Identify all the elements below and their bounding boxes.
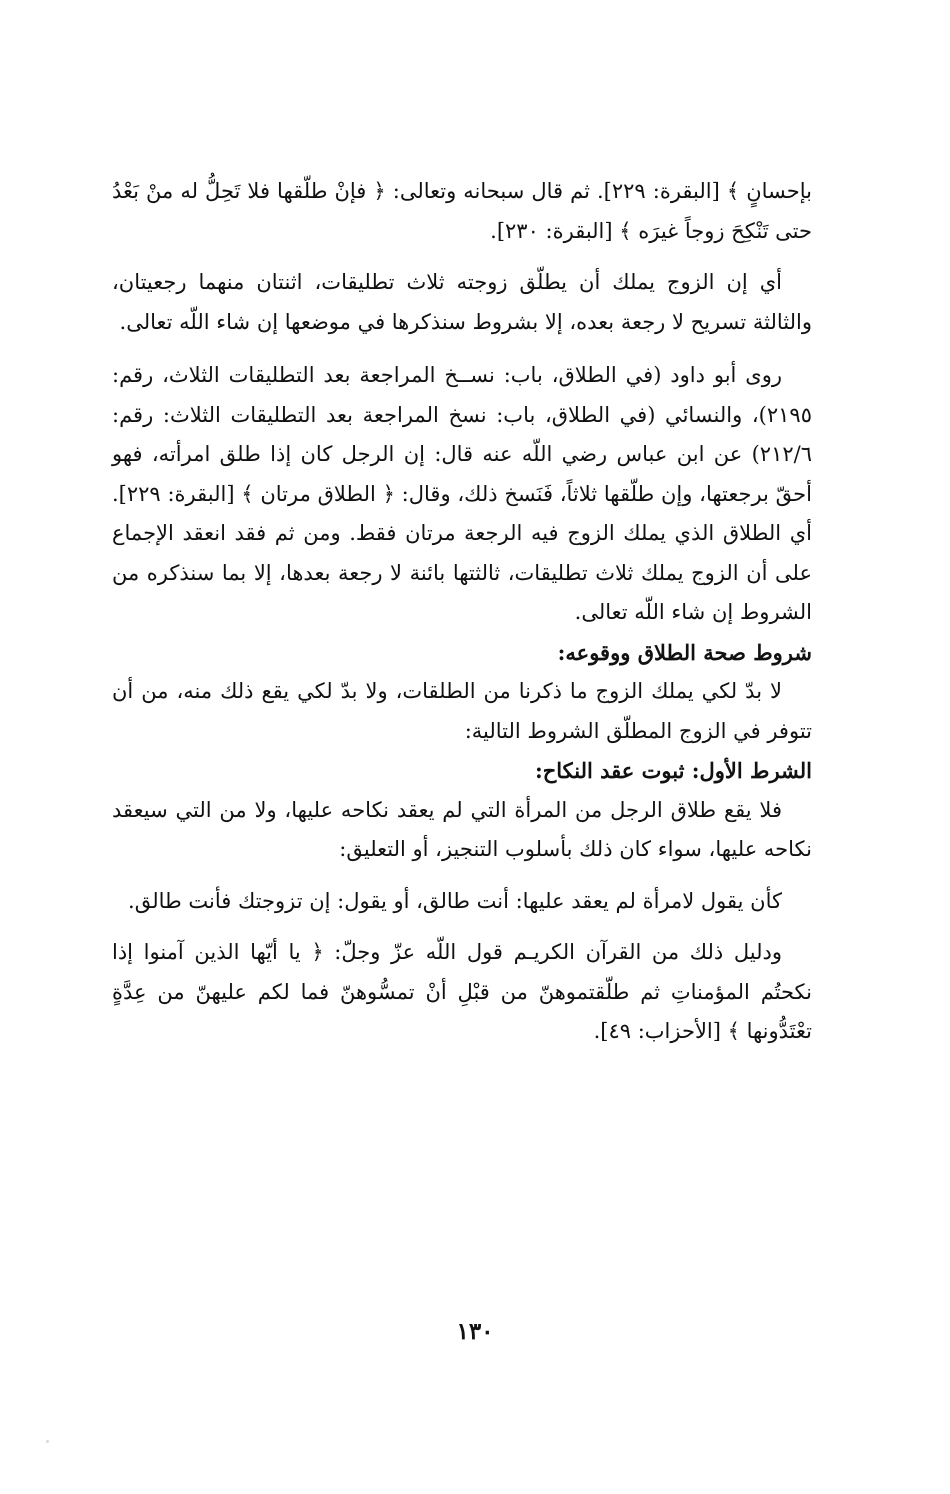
scan-speck (46, 1440, 49, 1443)
paragraph-example: كأن يقول لامرأة لم يعقد عليها: أنت طالق، أو يقول: إن تزوجتك فأنت طالق. (128, 888, 782, 913)
paragraph-conditions-intro: لا بدّ لكي يملك الزوج ما ذكرنا من الطلقات، ولا بدّ لكي يقع ذلك منه، من أن تتوفر في الزوج المطلّق الشروط التالية: (112, 679, 812, 743)
paragraph-evidence: ودليل ذلك من القرآن الكريـم قول اللّه عزّ وجلّ: ﴿ يا أيّها الذين آمنوا إذا نكحتُم المؤمناتِ ثم طلّقتموهنّ من قبْلِ أنْ تمسُّوهنّ فما لكم عليهنّ من عِدَّةٍ تعْتَدُّونها ﴾ [الأحزاب: ٤٩]. (112, 940, 812, 1043)
paragraph-quran-quote: بإحسانٍ ﴾ [البقرة: ٢٢٩]. ثم قال سبحانه وتعالى: ﴿ فإنْ طلّقها فلا تَحِلُّ له منْ بَعْدُ حتى تَنْكِحَ زوجاً غيرَه ﴾ [البقرة: ٢٣٠]. (112, 179, 812, 243)
subheading-first-condition: الشرط الأول: ثبوت عقد النكاح: (534, 758, 812, 783)
page-number: ١٣٠ (456, 1318, 494, 1345)
page-body (112, 172, 812, 1052)
section-heading-conditions: شروط صحة الطلاق ووقوعه: (557, 639, 812, 665)
paragraph-explanation: أي إن الزوج يملك أن يطلّق زوجته ثلاث تطليقات، اثنتان منهما رجعيتان، والثالثة تسريح لا رجعة بعده، إلا بشروط سنذكرها في موضعها إن شاء اللّه تعالى. (112, 270, 812, 334)
paragraph-hadith: روى أبو داود (في الطلاق، باب: نســخ المراجعة بعد التطليقات الثلاث، رقم: ٢١٩٥)، والنسائي (في الطلاق، باب: نسخ المراجعة بعد التطليقات الثلاث: رقم: ٢١٢/٦) عن ابن عباس رضي اللّه عنه قال: إن الرجل كان إذا طلق امرأته، فهو أحقّ برجعتها، وإن طلّقها ثلاثاً، فَنَسخ ذلك، وقال: ﴿ الطلاق مرتان ﴾ [البقرة: ٢٢٩]. أي الطلاق الذي يملك الزوج فيه الرجعة مرتان فقط. ومن ثم فقد انعقد الإجماع على أن الزوج يملك ثلاث تطليقات، ثالثتها بائنة لا رجعة بعدها، إلا بما سنذكره من الشروط إن شاء اللّه تعالى. (112, 363, 812, 624)
paragraph-first-condition: فلا يقع طلاق الرجل من المرأة التي لم يعقد نكاحه عليها، ولا من التي سيعقد نكاحه عليها، سواء كان ذلك بأسلوب التنجيز، أو التعليق: (112, 797, 812, 861)
